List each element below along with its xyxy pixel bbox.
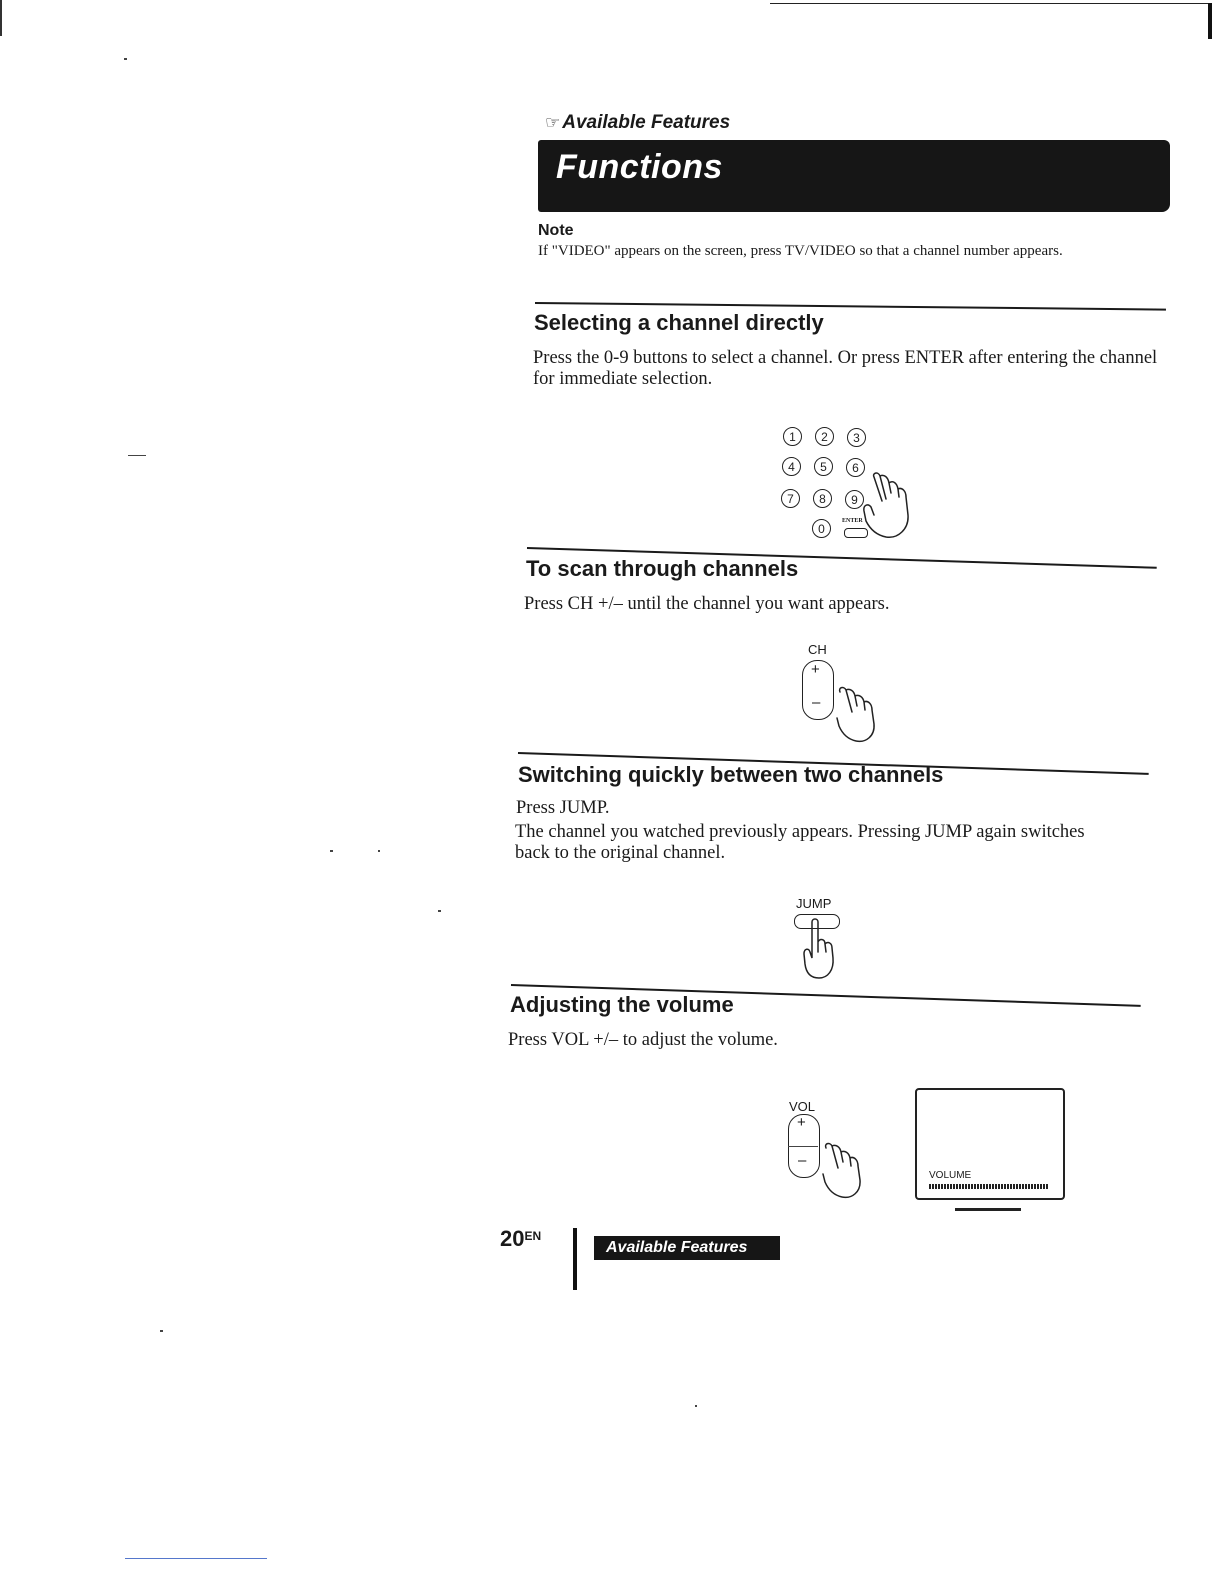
key-1-button: 1	[783, 427, 802, 446]
ch-plus: +	[811, 661, 820, 678]
ch-minus: –	[812, 694, 821, 711]
vol-minus: –	[798, 1152, 807, 1169]
scan-speck	[378, 850, 380, 852]
scan-speck	[124, 58, 127, 60]
key-3-button: 3	[847, 428, 866, 447]
text-jump-line1: Press JUMP.	[516, 798, 610, 818]
note-text: If "VIDEO" appears on the screen, press TV/VIDEO so that a channel number appears.	[538, 243, 1063, 259]
key-5-button: 5	[814, 457, 833, 476]
key-0-button: 0	[812, 519, 831, 538]
scan-speck	[330, 850, 333, 852]
key-6-button: 6	[846, 458, 865, 477]
enter-key-label: ENTER	[842, 518, 863, 524]
scan-bottom-line	[125, 1558, 267, 1559]
title-banner	[538, 140, 1170, 212]
text-scan: Press CH +/– until the channel you want appears.	[524, 594, 890, 614]
text-volume: Press VOL +/– to adjust the volume.	[508, 1030, 778, 1050]
footer-divider	[573, 1228, 577, 1290]
section-label-text: Available Features	[562, 112, 731, 133]
heading-jump: Switching quickly between two channels	[518, 762, 944, 787]
heading-select-direct: Selecting a channel directly	[534, 310, 824, 335]
ch-button-figure	[800, 642, 900, 742]
pointing-hand-icon: ☞	[545, 113, 561, 132]
jump-label: JUMP	[796, 896, 832, 911]
scan-speck	[128, 455, 146, 456]
pressing-hand-icon	[834, 686, 894, 744]
vol-plus: +	[797, 1114, 806, 1131]
number-keypad-figure	[780, 425, 930, 543]
key-4-button: 4	[782, 457, 801, 476]
text-jump-line2: The channel you watched previously appears. Pressing JUMP again switches back to the original channel.	[515, 822, 1085, 863]
vol-button-figure	[784, 1096, 884, 1200]
vol-label: VOL	[789, 1099, 816, 1114]
key-2-button: 2	[815, 427, 834, 446]
page-title: Functions	[556, 148, 723, 186]
key-7-button: 7	[781, 489, 800, 508]
volume-screen-label: VOLUME	[929, 1170, 972, 1181]
jump-button-figure	[790, 896, 860, 986]
heading-volume: Adjusting the volume	[510, 992, 734, 1017]
page-edge-line	[770, 3, 1210, 4]
heading-scan: To scan through channels	[526, 556, 799, 581]
page-edge-mark-left	[0, 0, 2, 36]
page-number-suffix: EN	[524, 1229, 542, 1243]
key-8-button: 8	[813, 489, 832, 508]
tv-screen-figure	[915, 1088, 1065, 1200]
ch-label: CH	[808, 642, 827, 657]
key-9-button: 9	[845, 490, 864, 509]
tv-stand	[955, 1208, 1021, 1211]
pressing-hand-icon	[820, 1142, 880, 1200]
section-label	[545, 112, 730, 134]
scan-speck	[695, 1405, 697, 1407]
pressing-hand-icon	[798, 918, 846, 982]
vol-divider	[788, 1146, 818, 1147]
footer-section-tag: Available Features	[594, 1236, 780, 1260]
volume-level-bar	[929, 1184, 1049, 1189]
scan-speck	[438, 910, 441, 912]
page-number-value: 20	[500, 1226, 525, 1251]
page-number	[500, 1226, 541, 1252]
text-select-direct: Press the 0-9 buttons to select a channel. Or press ENTER after entering the channel for immediate selection.	[533, 348, 1158, 389]
pressing-hand-icon	[862, 471, 932, 543]
scan-speck	[160, 1330, 163, 1332]
note-heading: Note	[538, 222, 574, 239]
page-edge-mark	[1208, 3, 1212, 39]
